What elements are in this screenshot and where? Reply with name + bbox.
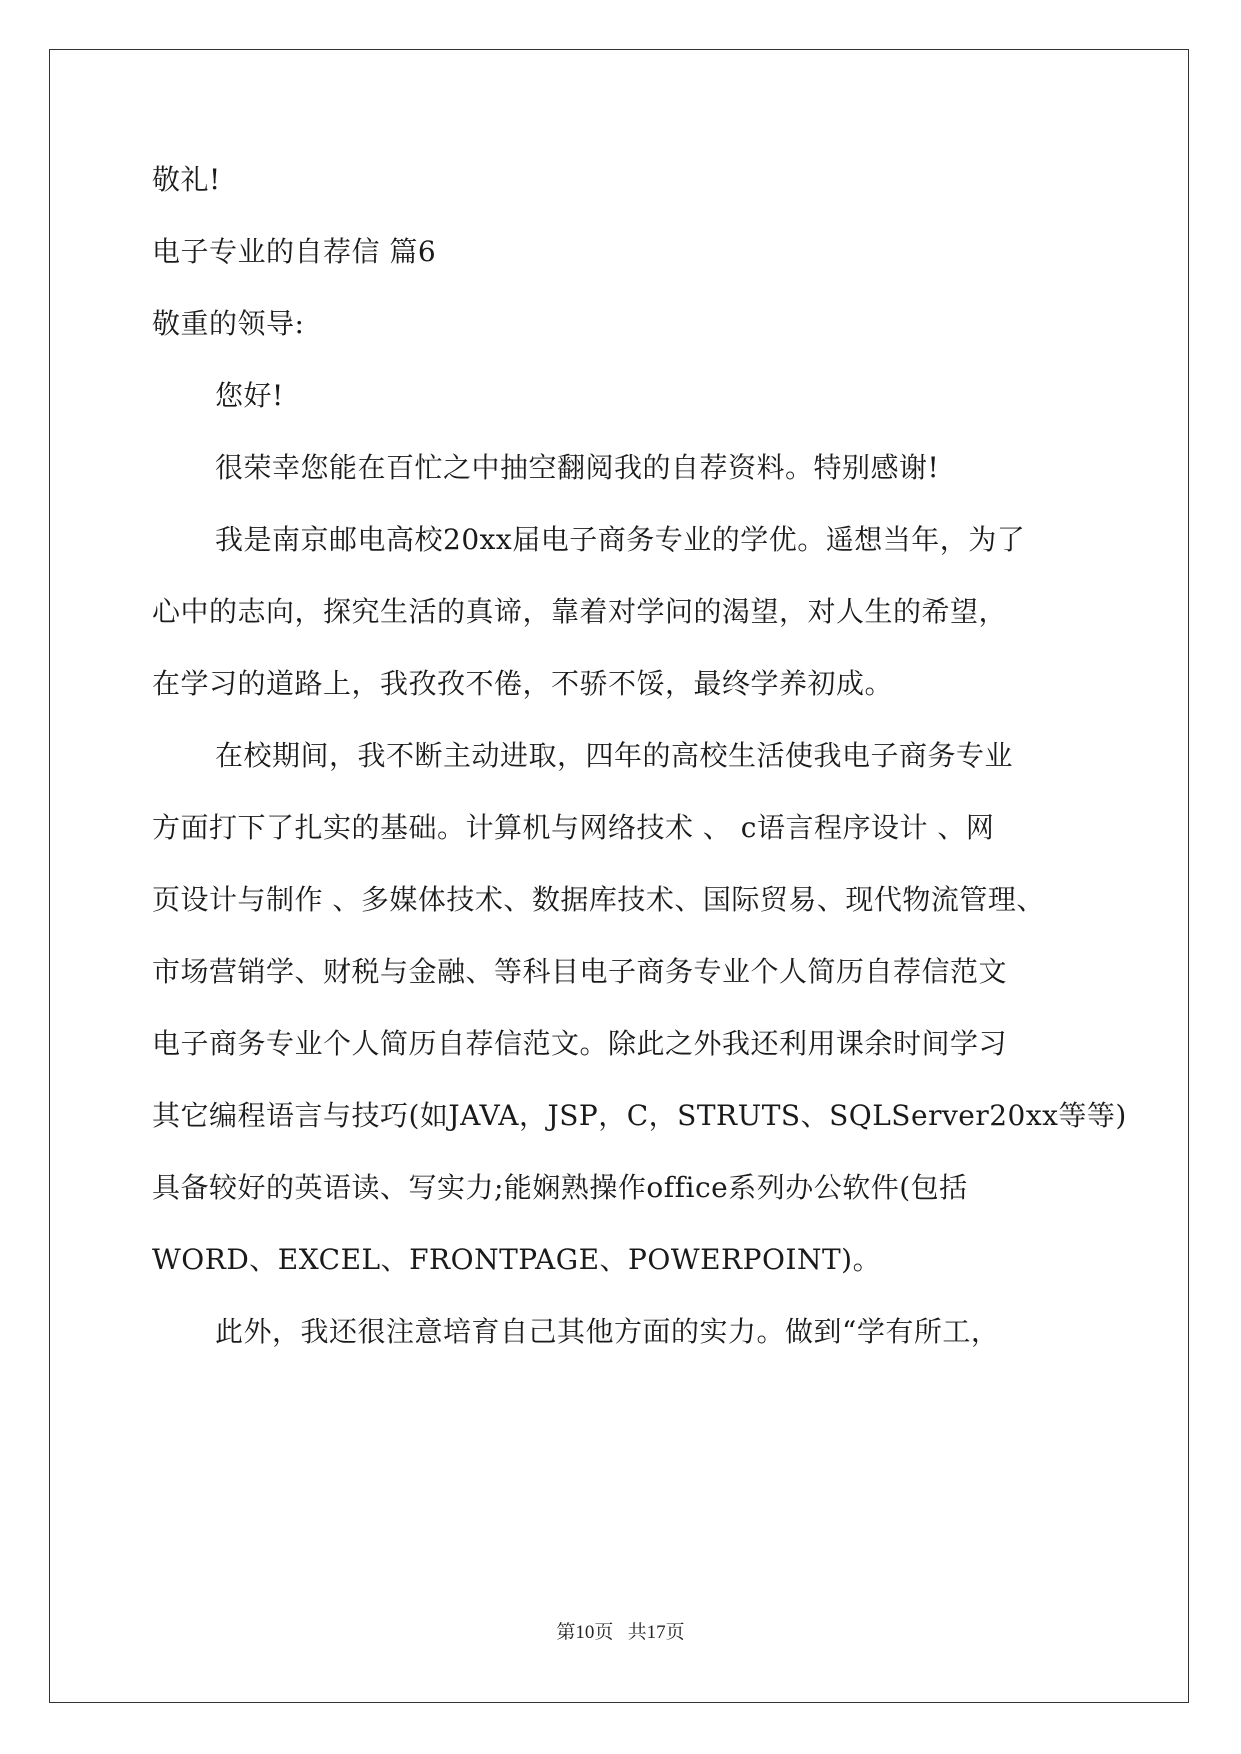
paragraph-line: 很荣幸您能在百忙之中抽空翻阅我的自荐资料。特别感谢! [215, 451, 940, 484]
paragraph-line: 心中的志向，探究生活的真谛，靠着对学问的渴望，对人生的希望， [152, 595, 1008, 628]
page-number: 第10页 [556, 1622, 614, 1643]
paragraph-line: 具备较好的英语读、写实力;能娴熟操作office系列办公软件(包括 [152, 1171, 968, 1204]
paragraph-line: 市场营销学、财税与金融、等科目电子商务专业个人简历自荐信范文 [152, 955, 1008, 988]
section-heading: 电子专业的自荐信 篇6 [152, 235, 437, 268]
paragraph-line: 其它编程语言与技巧(如JAVA，JSP，C，STRUTS、SQLServer20xx等等) [152, 1099, 1127, 1132]
page-total: 共17页 [627, 1622, 685, 1643]
paragraph-line: 方面打下了扎实的基础。计算机与网络技术 、 c语言程序设计 、网 [152, 811, 995, 844]
paragraph-line: 我是南京邮电高校20xx届电子商务专业的学优。遥想当年，为了 [215, 523, 1026, 556]
closing-salutation: 敬礼! [152, 163, 221, 196]
page-border [49, 49, 1189, 1703]
paragraph-line: 页设计与制作 、多媒体技术、数据库技术、国际贸易、现代物流管理、 [152, 883, 1045, 916]
paragraph-line: 在校期间，我不断主动进取，四年的高校生活使我电子商务专业 [215, 739, 1014, 772]
paragraph-line: 此外，我还很注意培育自己其他方面的实力。做到“学有所工， [215, 1315, 1000, 1348]
greeting: 您好! [215, 379, 284, 412]
greeting-recipient: 敬重的领导: [152, 307, 305, 340]
page-footer [0, 1617, 1241, 1644]
paragraph-line: 电子商务专业个人简历自荐信范文。除此之外我还利用课余时间学习 [152, 1027, 1008, 1060]
paragraph-line: 在学习的道路上，我孜孜不倦，不骄不馁，最终学养初成。 [152, 667, 894, 700]
paragraph-line: WORD、EXCEL、FRONTPAGE、POWERPOINT)。 [152, 1243, 882, 1276]
